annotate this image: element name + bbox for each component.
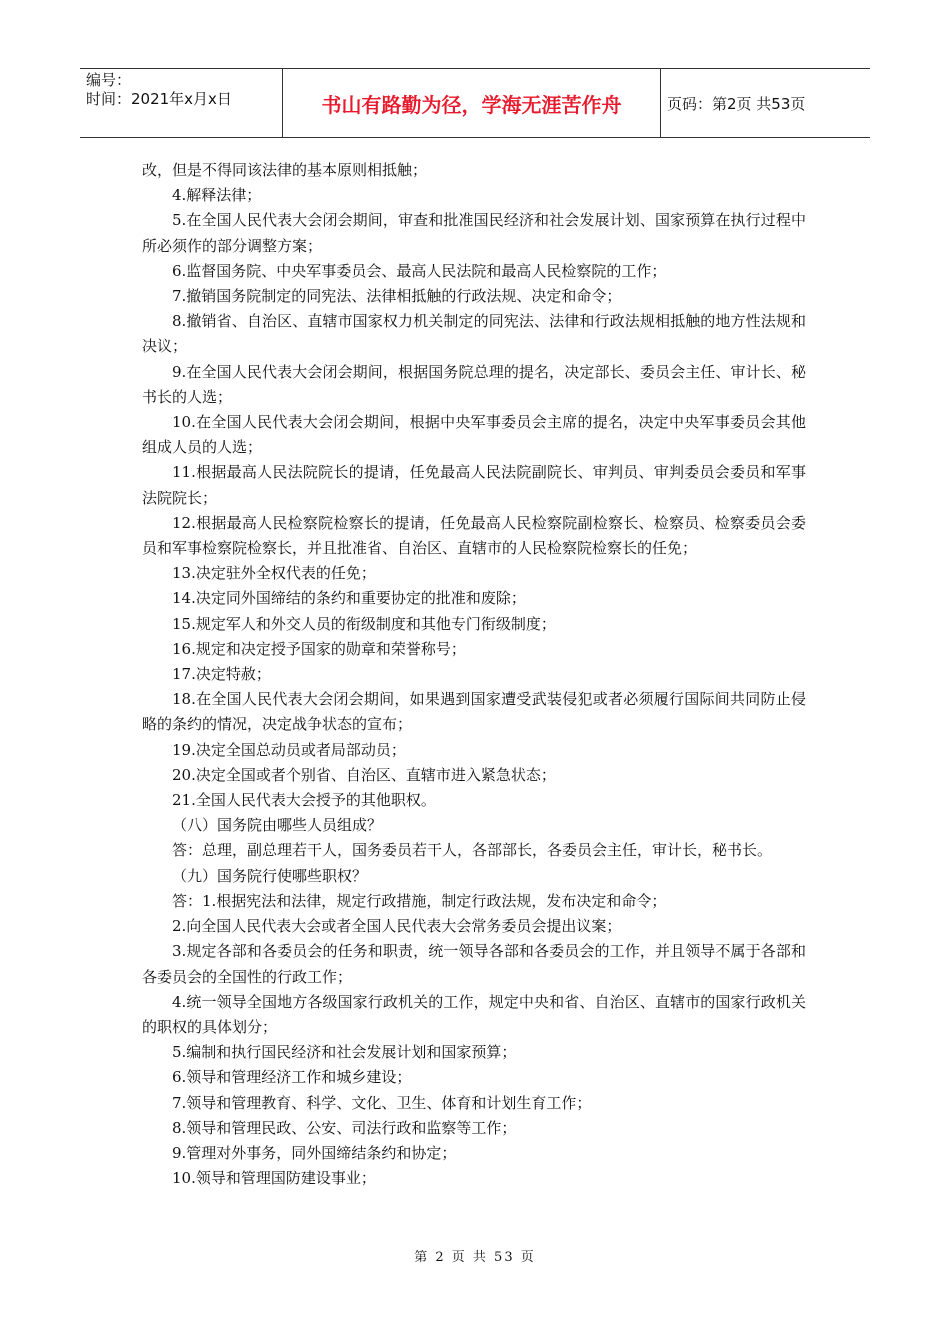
paragraph: 答：1.根据宪法和法律，规定行政措施，制定行政法规，发布决定和命令； xyxy=(172,891,667,910)
paragraph: 13.决定驻外全权代表的任免； xyxy=(172,564,376,583)
paragraph: 21.全国人民代表大会授予的其他职权。 xyxy=(172,791,436,810)
page-footer: 第 2 页 共 53 页 xyxy=(414,1250,536,1265)
paragraph: 14.决定同外国缔结的条约和重要协定的批准和废除； xyxy=(172,589,526,608)
document-body xyxy=(142,158,806,1191)
page-header xyxy=(80,68,870,138)
paragraph: 3.规定各部和各委员会的任务和职责，统一领导各部和各委员会的工作，并且领导不属于各部和各委员会的全国性的行政工作； xyxy=(142,942,806,986)
header-info-cell xyxy=(80,69,283,137)
paragraph: 6.领导和管理经济工作和城乡建设； xyxy=(172,1068,412,1087)
paragraph: 18.在全国人民代表大会闭会期间，如果遇到国家遭受武装侵犯或者必须履行国际间共同防止侵略的条约的情况，决定战争状态的宣布； xyxy=(142,690,806,734)
paragraph: 7.撤销国务院制定的同宪法、法律相抵触的行政法规、决定和命令； xyxy=(172,287,622,306)
paragraph: 20.决定全国或者个别省、自治区、直辖市进入紧急状态； xyxy=(172,765,556,784)
header-motto: 书山有路勤为径，学海无涯苦作舟 xyxy=(283,69,661,137)
paragraph: （九）国务院行使哪些职权？ xyxy=(172,866,368,885)
document-date-label: 时间：2021年x月x日 xyxy=(86,90,232,108)
paragraph: 4.统一领导全国地方各级国家行政机关的工作，规定中央和省、自治区、直辖市的国家行政机关的职权的具体划分； xyxy=(142,992,806,1036)
paragraph: 15.规定军人和外交人员的衔级制度和其他专门衔级制度； xyxy=(172,614,556,633)
paragraph: 17.决定特赦； xyxy=(172,665,271,684)
paragraph: 10.在全国人民代表大会闭会期间，根据中央军事委员会主席的提名，决定中央军事委员会其他组成人员的人选； xyxy=(142,413,806,457)
paragraph: 11.根据最高人民法院院长的提请，任免最高人民法院副院长、审判员、审判委员会委员和军事法院院长； xyxy=(142,463,806,507)
paragraph: 12.根据最高人民检察院检察长的提请，任免最高人民检察院副检察长、检察员、检察委员会委员和军事检察院检察长，并且批准省、自治区、直辖市的人民检察院检察长的任免； xyxy=(142,513,806,558)
paragraph: 8.领导和管理民政、公安、司法行政和监察等工作； xyxy=(172,1118,517,1137)
paragraph: 6.监督国务院、中央军事委员会、最高人民法院和最高人民检察院的工作； xyxy=(172,261,667,280)
paragraph: 16.规定和决定授予国家的勋章和荣誉称号； xyxy=(172,639,466,658)
paragraph: 4.解释法律； xyxy=(172,186,262,205)
paragraph: 7.领导和管理教育、科学、文化、卫生、体育和计划生育工作； xyxy=(172,1093,592,1112)
paragraph: 10.领导和管理国防建设事业； xyxy=(172,1169,376,1188)
paragraph: 9.在全国人民代表大会闭会期间，根据国务院总理的提名，决定部长、委员会主任、审计长、秘书长的人选； xyxy=(142,362,806,406)
paragraph: 5.在全国人民代表大会闭会期间，审查和批准国民经济和社会发展计划、国家预算在执行过程中所必须作的部分调整方案； xyxy=(142,211,806,255)
document-number-label: 编号： xyxy=(86,71,132,89)
paragraph: 答：总理，副总理若干人，国务委员若干人，各部部长，各委员会主任，审计长，秘书长。 xyxy=(172,841,773,860)
paragraph: 改，但是不得同该法律的基本原则相抵触； xyxy=(142,161,428,179)
paragraph: 8.撤销省、自治区、直辖市国家权力机关制定的同宪法、法律和行政法规相抵触的地方性法规和决议； xyxy=(142,312,806,356)
paragraph: 2.向全国人民代表大会或者全国人民代表大会常务委员会提出议案； xyxy=(172,917,622,936)
paragraph: 19.决定全国总动员或者局部动员； xyxy=(172,740,406,759)
paragraph: 9.管理对外事务，同外国缔结条约和协定； xyxy=(172,1143,457,1162)
header-page-info: 页码：第2页 共53页 xyxy=(667,94,806,113)
paragraph: （八）国务院由哪些人员组成？ xyxy=(172,816,383,835)
paragraph: 5.编制和执行国民经济和社会发展计划和国家预算； xyxy=(172,1043,517,1062)
